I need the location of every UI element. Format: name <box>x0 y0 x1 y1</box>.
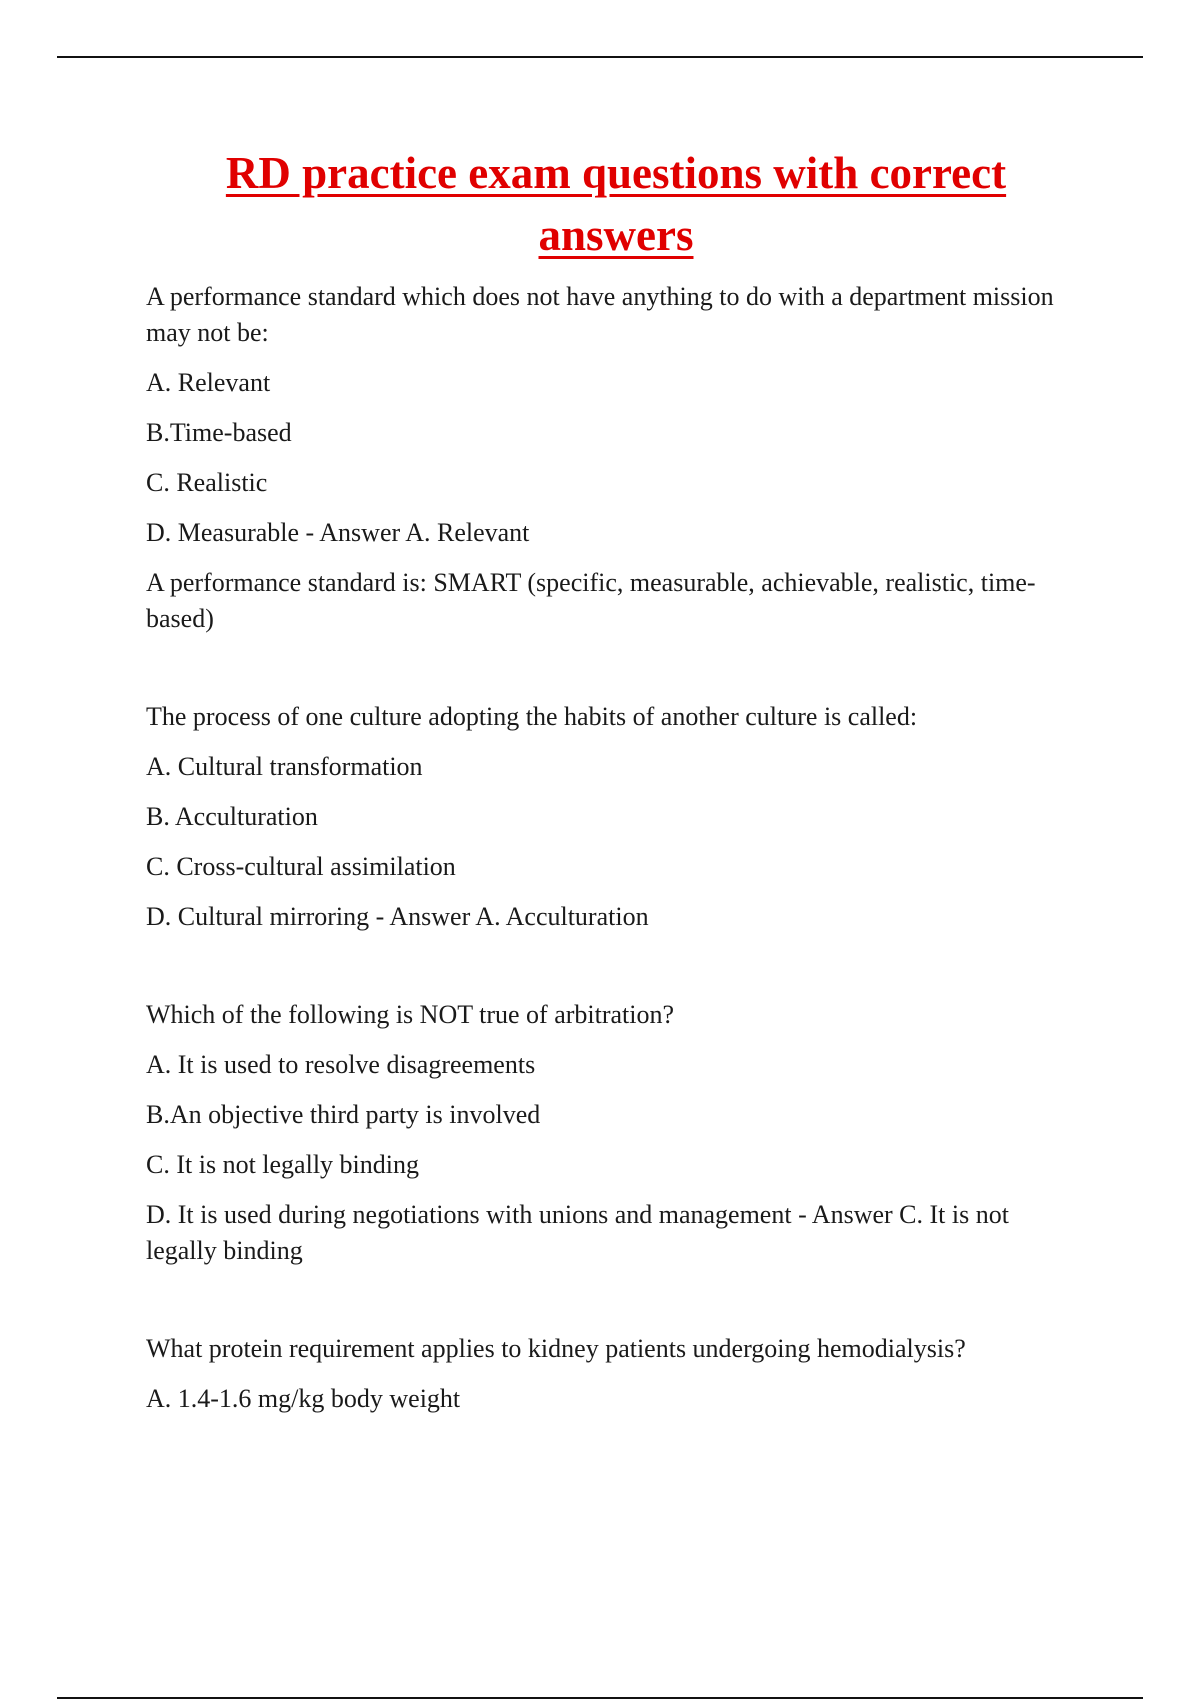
option-a: A. 1.4-1.6 mg/kg body weight <box>146 1384 461 1413</box>
question-block-4 <box>146 1331 1076 1417</box>
option-d-answer: D. It is used during negotiations with unions and management - Answer C. It is not legally binding <box>146 1200 1009 1265</box>
question-text: Which of the following is NOT true of arbitration? <box>146 1000 675 1029</box>
top-rule <box>57 56 1143 58</box>
option-a: A. It is used to resolve disagreements <box>146 1050 536 1079</box>
option-d-answer: D. Measurable - Answer A. Relevant <box>146 518 530 547</box>
question-text: A performance standard which does not have anything to do with a department mission may not be: <box>146 282 1054 347</box>
question-text: The process of one culture adopting the habits of another culture is called: <box>146 702 918 731</box>
document-body <box>146 279 1076 1417</box>
option-a: A. Relevant <box>146 368 271 397</box>
bottom-rule <box>57 1697 1143 1699</box>
option-d-answer: D. Cultural mirroring - Answer A. Acculturation <box>146 902 649 931</box>
document-title: RD practice exam questions with correct answers <box>225 148 1007 260</box>
option-b: B.Time-based <box>146 418 292 447</box>
option-a: A. Cultural transformation <box>146 752 423 781</box>
question-block-2 <box>146 699 1076 935</box>
question-note: A performance standard is: SMART (specific, measurable, achievable, realistic, time-based) <box>146 568 1036 633</box>
option-b: B.An objective third party is involved <box>146 1100 541 1129</box>
question-text: What protein requirement applies to kidney patients undergoing hemodialysis? <box>146 1334 966 1363</box>
option-c: C. Realistic <box>146 468 268 497</box>
option-c: C. It is not legally binding <box>146 1150 419 1179</box>
question-block-1 <box>146 279 1076 637</box>
question-block-3 <box>146 997 1076 1269</box>
option-b: B. Acculturation <box>146 802 318 831</box>
option-c: C. Cross-cultural assimilation <box>146 852 456 881</box>
